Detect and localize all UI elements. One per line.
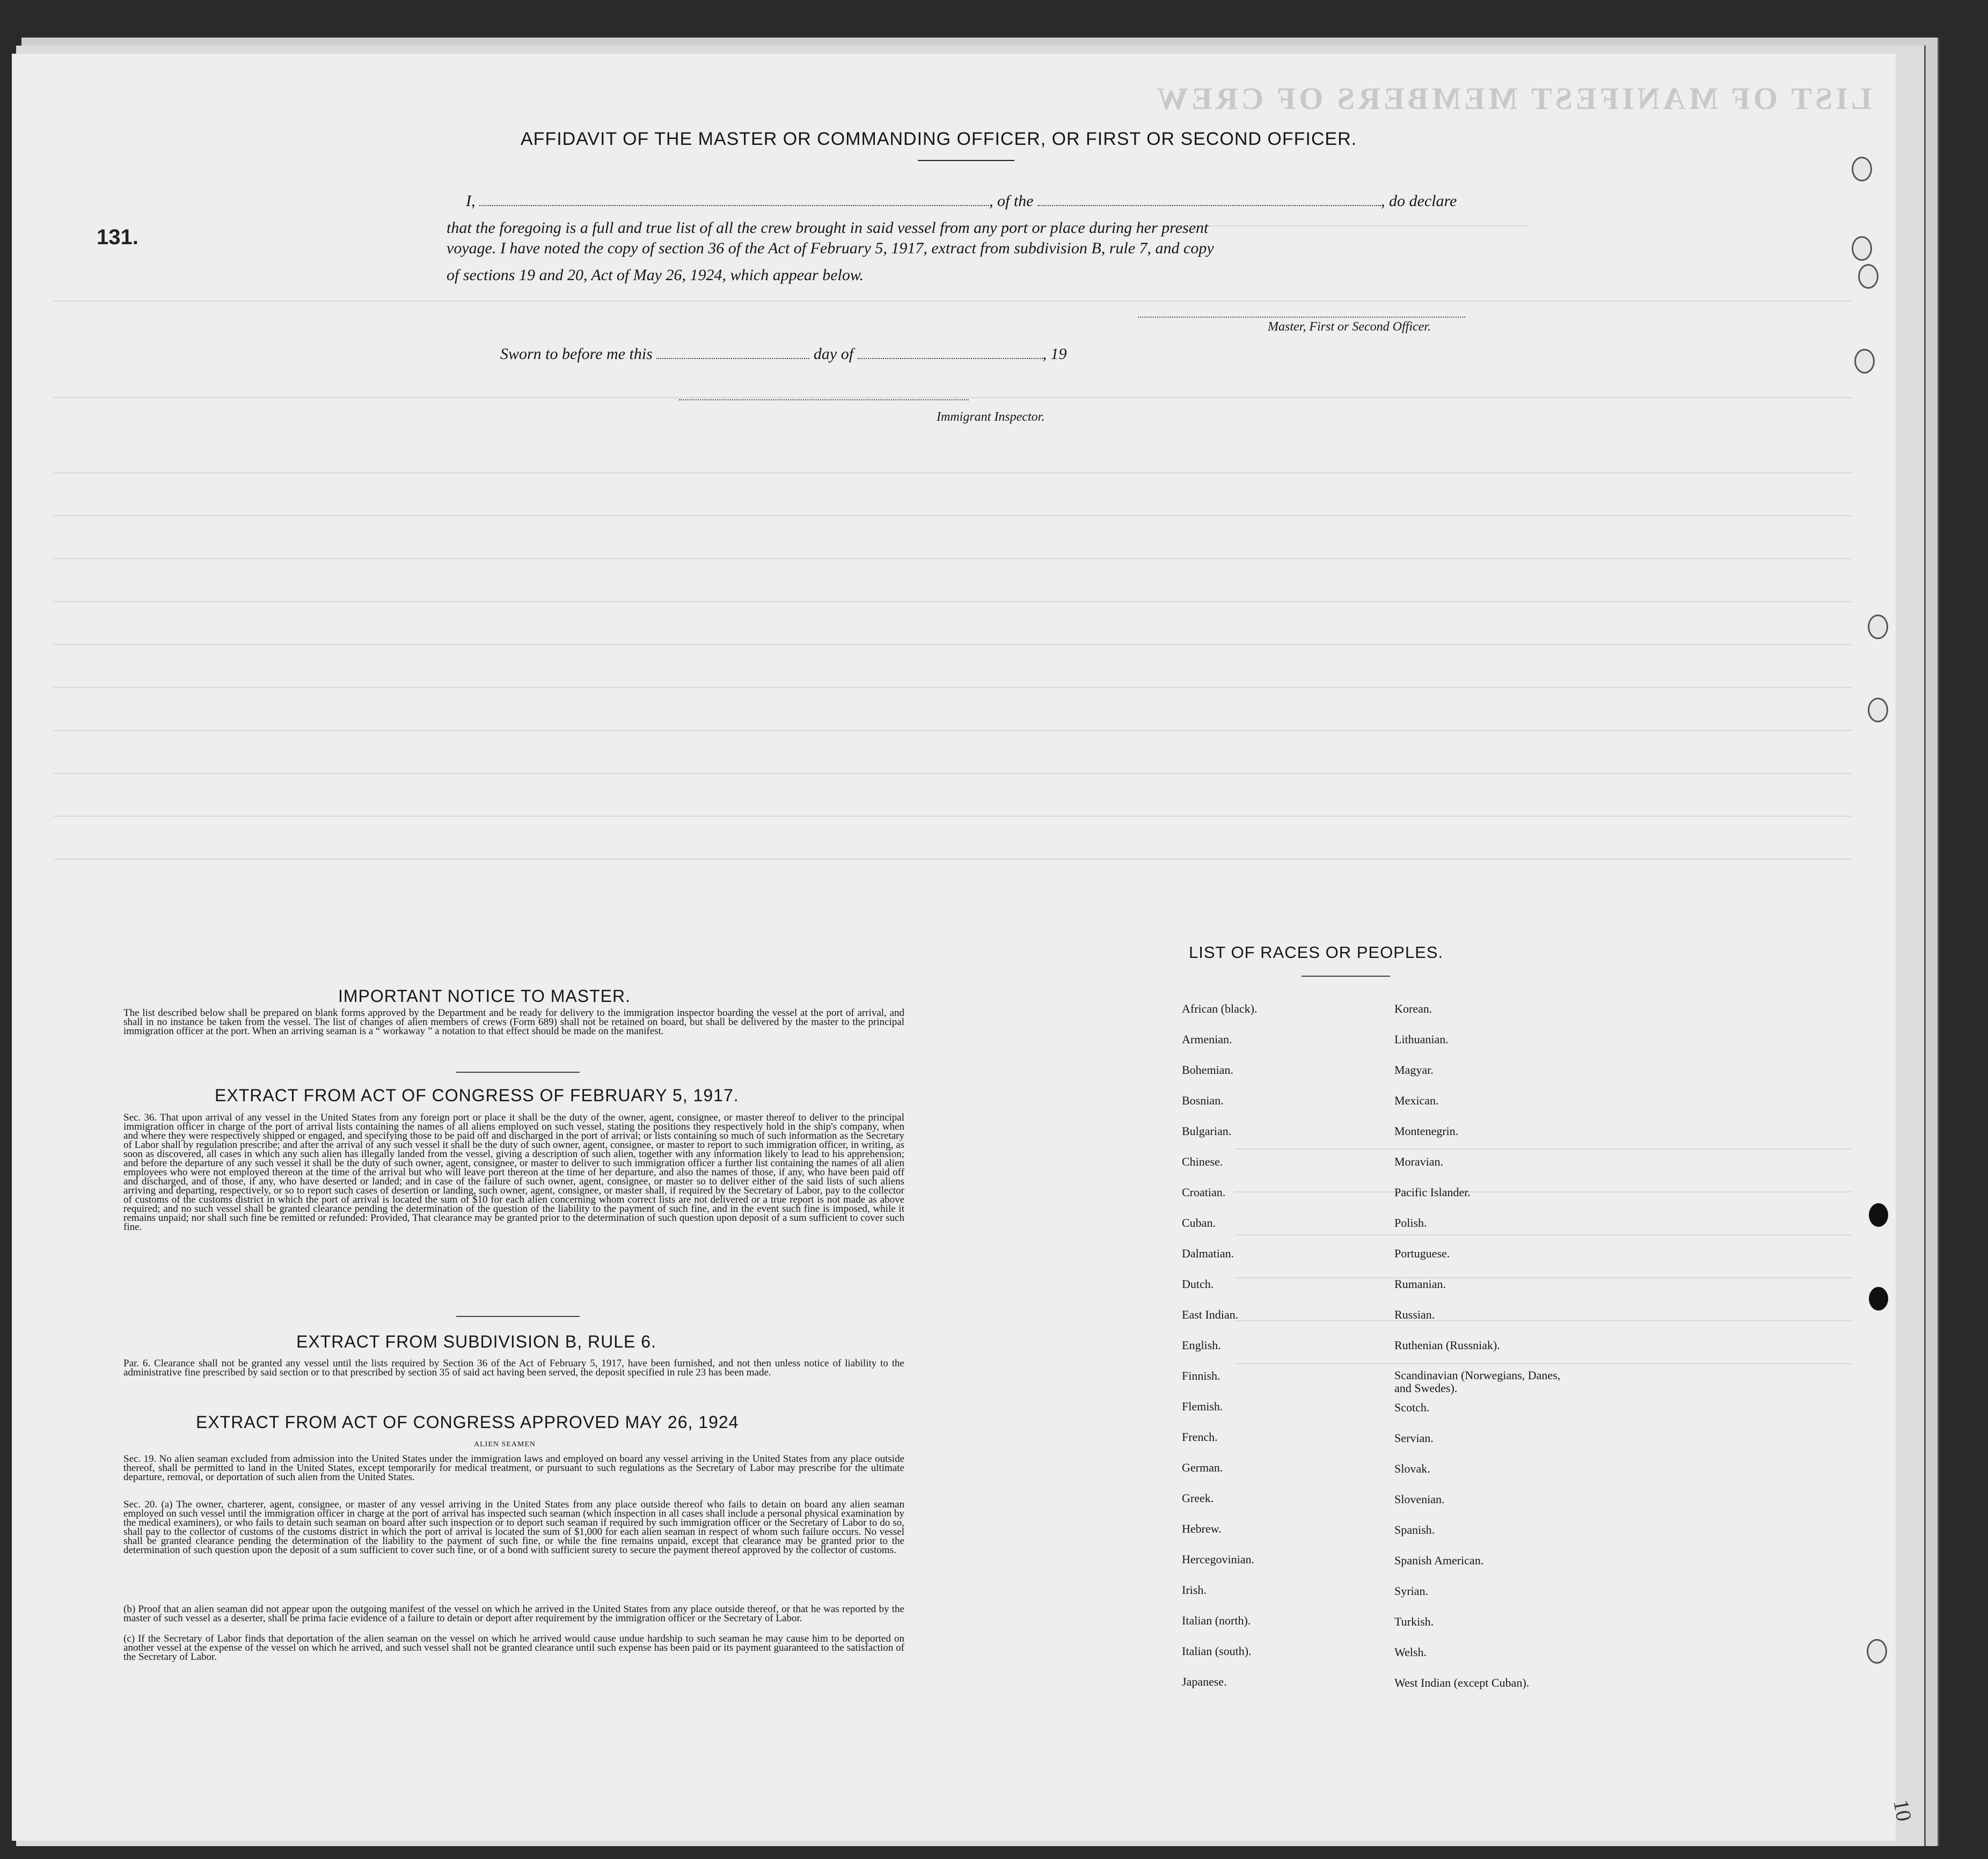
declaration-i: I, (466, 192, 476, 210)
race-item: Pacific Islander. (1394, 1185, 1471, 1199)
race-item: Portuguese. (1394, 1247, 1450, 1260)
declaration-declare: , do declare (1381, 192, 1457, 210)
sworn-line (500, 345, 1067, 363)
race-item: Polish. (1394, 1216, 1427, 1229)
month-blank (858, 358, 1043, 359)
race-item: Ruthenian (Russniak). (1394, 1338, 1500, 1352)
race-item: Cuban. (1182, 1216, 1216, 1229)
race-item: Hebrew. (1182, 1522, 1222, 1535)
vessel-blank (1037, 205, 1381, 206)
race-item: Rumanian. (1394, 1277, 1446, 1291)
race-item: Chinese. (1182, 1155, 1223, 1168)
race-item: German. (1182, 1461, 1223, 1474)
divider (918, 160, 1014, 161)
race-item: Finnish. (1182, 1369, 1220, 1382)
affidavit-declaration-line (466, 192, 1457, 210)
inspector-label: Immigrant Inspector. (937, 410, 1045, 424)
master-signature-line (1138, 316, 1465, 318)
divider (456, 1316, 580, 1317)
bleed-through-rule (54, 687, 1852, 688)
race-item: West Indian (except Cuban). (1394, 1676, 1530, 1689)
inspector-signature-line (679, 398, 969, 400)
sworn-day-of: day of (813, 345, 854, 363)
bleed-through-rule (1234, 1320, 1852, 1321)
name-blank (479, 205, 989, 206)
extract-rule6-title: EXTRACT FROM SUBDIVISION B, RULE 6. (296, 1332, 656, 1351)
bleed-through-rule (54, 773, 1852, 774)
race-item: Scandinavian (Norwegians, Danes, and Swedes). (1394, 1368, 1561, 1395)
race-item: Scotch. (1394, 1401, 1430, 1414)
race-item: Dalmatian. (1182, 1247, 1234, 1260)
race-item: Spanish American. (1394, 1554, 1484, 1567)
divider (456, 1072, 580, 1073)
bleed-through-rule (54, 515, 1852, 516)
bleed-through-rule (54, 558, 1852, 559)
divider (1302, 976, 1390, 977)
sec19-text: Sec. 19. No alien seaman excluded from admission into the United States under the immigration laws and employed on board any vessel arriving in the United States from any place outside thereof, shall be permitted to land in the United States, except temporarily for medical treatment, or pursuant to such regulations as the Secretary of Labor may prescribe for the ultimate departure, removal, or deportation of such alien from the United States. (123, 1453, 904, 1483)
race-item: Montenegrin. (1394, 1124, 1459, 1138)
race-item: Irish. (1182, 1583, 1207, 1597)
sec20b-text: (b) Proof that an alien seaman did not appear upon the outgoing manifest of the vessel on which he arrived in the United States from any place outside thereof, or that he was reported by the master of such vessel as a deserter, shall be prima facie evidence of a failure to detain or deport after requirement by the immigration officer or the Secretary of Labor. (123, 1604, 904, 1624)
race-item: Greek. (1182, 1491, 1214, 1505)
race-item: Armenian. (1182, 1033, 1232, 1046)
alien-seamen-subtitle: ALIEN SEAMEN (474, 1440, 536, 1448)
punch-hole (1852, 236, 1872, 261)
race-item: Spanish. (1394, 1523, 1435, 1536)
affidavit-body-line: of sections 19 and 20, Act of May 26, 1924, which appear below. (447, 266, 864, 284)
race-item: Magyar. (1394, 1063, 1434, 1077)
race-item: English. (1182, 1338, 1221, 1352)
bleed-through-rule (54, 859, 1852, 860)
race-item: Bosnian. (1182, 1094, 1224, 1107)
sec20c-text: (c) If the Secretary of Labor finds that deportation of the alien seaman on the vessel on which he arrived would cause undue hardship to such seaman he may cause him to be deported on another vessel at the expense of the vessel on which he arrived, and such vessel shall not be granted clearance until such expense has been paid or its payment guaranteed to the satisfaction of the Secretary of Labor. (123, 1633, 904, 1663)
race-item: Italian (north). (1182, 1614, 1251, 1627)
sworn-prefix: Sworn to before me this (500, 345, 653, 363)
affidavit-body-line: that the foregoing is a full and true list of all the crew brought in said vessel from any port or place during her present (447, 219, 1209, 237)
race-item: Dutch. (1182, 1277, 1214, 1291)
race-item: Russian. (1394, 1308, 1435, 1321)
race-item: Japanese. (1182, 1675, 1227, 1688)
punch-hole (1869, 1287, 1888, 1311)
race-item: Moravian. (1394, 1155, 1444, 1168)
extract-1924-title: EXTRACT FROM ACT OF CONGRESS APPROVED MAY 26, 1924 (196, 1412, 739, 1432)
race-item: Welsh. (1394, 1645, 1427, 1659)
sec20a-text: Sec. 20. (a) The owner, charterer, agent, consignee, or master of any vessel arriving in the United States from any place outside thereof who fails to detain on board any alien seaman employed on such vessel until the immigration officer in charge at the port of arrival has inspected such seaman (which inspection in all cases shall include a personal physical examination by the medical examiners), or who fails to detain such seaman on board after such inspection or to deport such seaman if required by such immigration officer or the Secretary of Labor to do so, shall pay to the collector of customs of the customs district in which the port of arrival is located the sum of $1,000 for each alien seaman in respect of whom such failure occurs. No vessel shall be granted clearance pending the determination of the liability to the payment of such fine, or while the fine remains unpaid, except that clearance may be granted prior to the determination of such question upon the deposit of a sum sufficient to cover such fine, or of a bond with sufficient surety to secure the payment thereof approved by the collector of customs. (123, 1499, 904, 1556)
punch-hole (1852, 157, 1872, 181)
race-item: Servian. (1394, 1431, 1434, 1445)
race-item: Korean. (1394, 1002, 1432, 1015)
bleed-through-rule (1234, 1363, 1852, 1364)
day-blank (656, 358, 809, 359)
margin-mark: 131. (97, 225, 138, 249)
race-item: East Indian. (1182, 1308, 1239, 1321)
punch-hole (1869, 1203, 1888, 1227)
declaration-of-the: , of the (989, 192, 1034, 210)
bleed-through-rule (1234, 1234, 1852, 1235)
race-item: Croatian. (1182, 1185, 1226, 1199)
races-title: LIST OF RACES OR PEOPLES. (1189, 943, 1444, 962)
race-item: Hercegovinian. (1182, 1553, 1254, 1566)
notice-title: IMPORTANT NOTICE TO MASTER. (338, 986, 631, 1006)
bleed-through-heading: LIST OF MANIFEST MEMBERS OF CREW (1154, 81, 1872, 116)
affidavit-title: AFFIDAVIT OF THE MASTER OR COMMANDING OFFICER, OR FIRST OR SECOND OFFICER. (521, 129, 1357, 149)
bleed-through-rule (54, 601, 1852, 602)
extract-1917-text: Sec. 36. That upon arrival of any vessel in the United States from any foreign port or place it shall be the duty of the owner, agent, consignee, or master thereof to deliver to the principal immigration officer in charge of the port of arrival lists containing the names of all aliens employed on such vessel, stating the positions they respectively hold in the ship's company, when and where they were respectively shipped or engaged, and specifying those to be paid off and discharged in the port of arrival; or lists containing so much of such information as the Secretary of Labor shall by regulation prescribe; and after the arrival of any such vessel it shall be the duty of such owner, agent, consignee, or master to report to such immigration officer, in writing, as soon as discovered, all cases in which any such alien has illegally landed from the vessel, giving a description of such alien, together with any information likely to lead to his apprehension; and before the departure of any such vessel it shall be the duty of such owner, agent, consignee, or master to deliver to such immigration officer a further list containing the names of all alien employees who were not employed thereon at the time of the arrival but who will leave port thereon at the time of her departure, and also the names of those, if any, who have been paid off and discharged, and of those, if any, who have deserted or landed; and in case of the failure of such owner, agent, consignee, or master so to deliver either of the said lists of such aliens arriving and departing, respectively, or so to report such cases of desertion or landing, such owner, agent, consignee, or master shall, if required by the Secretary of Labor, pay to the collector of customs of the customs district in which the port of arrival is located the sum of $10 for each alien concerning whom correct lists are not delivered or a true report is not made as above required; and no such vessel shall be granted clearance pending the determination of the question of the liability to the payment of such fine, and in the event such fine is imposed, while it remains unpaid; nor shall such fine be remitted or refunded: Provided, That clearance may be granted prior to the determination of such question upon deposit of a sum sufficient to cover such fine. (123, 1112, 904, 1233)
master-signature-label: Master, First or Second Officer. (1268, 320, 1431, 334)
document-sheet (12, 54, 1896, 1841)
punch-hole (1868, 614, 1888, 639)
race-item: Slovenian. (1394, 1492, 1445, 1506)
race-item: Syrian. (1394, 1584, 1428, 1598)
punch-hole (1854, 349, 1875, 374)
race-item: Italian (south). (1182, 1644, 1252, 1658)
bleed-through-rule (54, 472, 1852, 473)
page-number: 10 (1889, 1797, 1917, 1824)
bleed-through-rule (1234, 1191, 1852, 1192)
bleed-through-rule (54, 730, 1852, 731)
affidavit-body-line: voyage. I have noted the copy of section 36 of the Act of February 5, 1917, extract from subdivision B, rule 7, and copy (447, 239, 1214, 257)
race-item: Lithuanian. (1394, 1033, 1449, 1046)
race-item: Flemish. (1182, 1400, 1223, 1413)
race-item: French. (1182, 1430, 1218, 1444)
extract-1917-title: EXTRACT FROM ACT OF CONGRESS OF FEBRUARY 5, 1917. (215, 1086, 739, 1105)
bleed-through-rule (54, 644, 1852, 645)
punch-hole (1867, 1639, 1887, 1664)
race-item: African (black). (1182, 1002, 1258, 1015)
bleed-through-rule (54, 301, 1852, 302)
bleed-through-rule (1234, 1148, 1852, 1150)
bleed-through-rule (1234, 1277, 1852, 1278)
punch-hole (1868, 698, 1888, 722)
punch-hole (1858, 264, 1879, 289)
race-item: Turkish. (1394, 1615, 1434, 1628)
extract-rule6-text: Par. 6. Clearance shall not be granted any vessel until the lists required by Section 36 of the Act of February 5, 1917, have been furnished, and not then unless notice of liability to the administrative fine prescribed by said section or to that prescribed by section 35 of said act having been served, the deposit specified in rule 23 has been made. (123, 1358, 904, 1378)
race-item: Slovak. (1394, 1462, 1430, 1475)
notice-text: The list described below shall be prepared on blank forms approved by the Department and be ready for delivery to the immigration inspector boarding the vessel at the port of arrival, and shall in no instance be taken from the vessel. The list of changes of alien members of crews (Form 689) shall not be retained on board, but shall be delivered by the master to the principal immigration officer at the port. When an arriving seaman is a “ workaway ” a notation to that effect should be made on the manifest. (123, 1007, 904, 1037)
bleed-through-rule (54, 816, 1852, 817)
sworn-year: , 19 (1042, 345, 1067, 363)
race-item: Bulgarian. (1182, 1124, 1232, 1138)
race-item: Mexican. (1394, 1094, 1439, 1107)
race-item: Bohemian. (1182, 1063, 1233, 1077)
